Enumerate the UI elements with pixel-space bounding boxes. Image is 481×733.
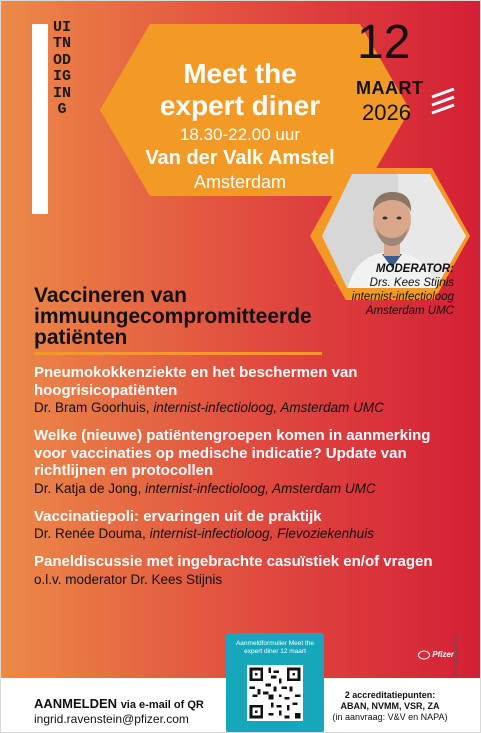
brand-name: Pfizer	[432, 650, 455, 660]
stripes-icon	[428, 88, 460, 118]
agenda-item	[34, 553, 464, 588]
moderator-info	[318, 262, 454, 318]
title-divider	[34, 352, 322, 355]
agenda	[34, 364, 464, 598]
agenda-extra: o.l.v. moderator Dr. Kees Stijnis	[34, 571, 223, 587]
agenda-topic	[34, 553, 464, 588]
pfizer-logo-icon	[418, 650, 430, 660]
main-title: Vaccineren van immuungecompromitteerde patiënten	[34, 284, 312, 349]
event-title	[110, 58, 370, 122]
event-city: Amsterdam	[193, 172, 287, 192]
agenda-speaker	[34, 399, 464, 417]
agenda-item	[34, 508, 464, 544]
speaker-role: internist-infectioloog, Amsterdam UMC	[145, 480, 376, 496]
moderator-name: Drs. Kees Stijnis	[369, 277, 454, 289]
pfizer-logo	[418, 650, 454, 660]
moderator-label: MODERATOR:	[375, 263, 454, 275]
agenda-topic: Pneumokokkenziekte en het beschermen van hoogrisicopatiënten	[34, 364, 358, 399]
speaker-name: Dr. Renée Douma,	[34, 526, 146, 541]
speaker-name: Dr. Katja de Jong,	[34, 480, 142, 496]
date-month: MAART	[356, 78, 424, 98]
register-label: AANMELDEN	[34, 696, 118, 711]
speaker-role: internist-infectioloog, Flevoziekenhuis	[149, 526, 374, 541]
accreditation-title: 2 accreditatiepunten:	[344, 690, 436, 700]
agenda-topic: Welke (nieuwe) patiëntengroepen komen in aanmerking voor vaccinaties op medische indicatie? Update van richtlijnen en protocollen	[34, 427, 431, 479]
qr-caption: Aanmeldformulier Meet the expert diner 12 maart	[235, 640, 315, 655]
uitnodiging-label: UITNODIGING	[52, 19, 71, 119]
document-code: PP-UNP-NLD-1136	[454, 633, 460, 676]
qr-code[interactable]	[247, 665, 303, 721]
moderator-role: internist-infectioloog	[351, 291, 454, 303]
register-via: via e-mail of QR	[120, 699, 204, 711]
date-day: 12	[357, 16, 411, 69]
agenda-item	[34, 364, 464, 417]
agenda-item	[34, 427, 464, 498]
event-time: 18.30-22.00 uur	[179, 125, 301, 144]
date-year: 2026	[362, 100, 411, 125]
agenda-speaker	[34, 480, 464, 498]
agenda-topic-text: Paneldiscussie met ingebrachte casuïstiek en/of vragen	[34, 553, 433, 570]
agenda-topic: Vaccinatiepoli: ervaringen uit de praktijk	[34, 507, 322, 525]
speaker-role: internist-infectioloog, Amsterdam UMC	[153, 400, 384, 415]
register-line	[34, 696, 204, 711]
event-venue: Van der Valk Amstel	[145, 147, 335, 169]
accreditation-info	[330, 690, 450, 723]
moderator-affiliation: Amsterdam UMC	[365, 305, 454, 317]
speaker-name: Dr. Bram Goorhuis,	[34, 400, 150, 415]
accreditation-note: (in aanvraag: V&V en NAPA)	[332, 712, 448, 722]
event-title-line2: expert diner	[159, 90, 321, 121]
event-title-line1: Meet the	[183, 58, 297, 89]
agenda-speaker	[34, 525, 464, 543]
register-email[interactable]: ingrid.ravenstein@pfizer.com	[34, 712, 189, 726]
accreditation-bodies: ABAN, NVMM, VSR, ZA	[340, 701, 440, 711]
